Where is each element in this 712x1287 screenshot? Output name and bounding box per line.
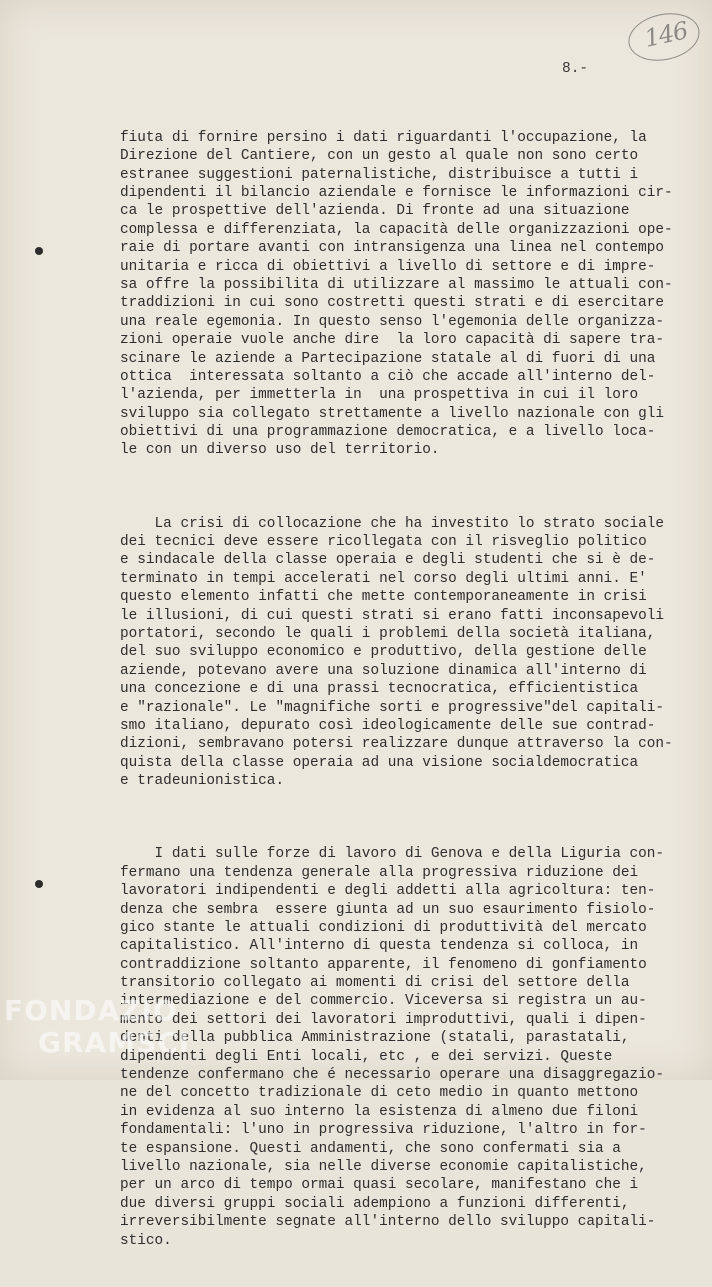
- text-line: quista della classe operaia ad una visione socialdemocratica: [120, 754, 639, 771]
- text-line: ca le prospettive dell'azienda. Di fronte ad una situazione: [120, 203, 630, 220]
- text-line: dei tecnici deve essere ricollegata con il risveglio politico: [120, 534, 647, 551]
- text-line: smo italiano, depurato così ideologicamente delle sue contrad-: [120, 717, 656, 734]
- paragraph-2: [120, 515, 690, 791]
- paragraph-3: [120, 845, 690, 1250]
- text-line: traddizioni in cui sono costretti questi strati e di esercitare: [120, 295, 665, 312]
- text-line: capitalistico. All'interno di questa tendenza si colloca, in: [120, 938, 639, 955]
- text-line: obiettivi di una programmazione democratica, e a livello loca-: [120, 424, 656, 441]
- typewritten-body: [120, 92, 690, 1287]
- paragraph-1: [120, 129, 690, 460]
- text-line: in evidenza al suo interno la esistenza di almeno due filoni: [120, 1103, 639, 1120]
- text-line: livello nazionale, sia nelle diverse economie capitalistiche,: [120, 1158, 647, 1175]
- text-line: irreversibilmente segnate all'interno dello sviluppo capitali-: [120, 1214, 656, 1231]
- archive-stamp: [624, 7, 704, 67]
- text-line: sviluppo sia collegato strettamente a livello nazionale con gli: [120, 405, 665, 422]
- text-line: raie di portare avanti con intransigenza una linea nel contempo: [120, 240, 665, 257]
- text-line: ne del concetto tradizionale di ceto medio in quanto mettono: [120, 1085, 639, 1102]
- text-line: complessa e differenziata, la capacità delle organizzazioni ope-: [120, 221, 673, 238]
- text-line: dipendenti il bilancio aziendale e fornisce le informazioni cir-: [120, 184, 673, 201]
- foundation-watermark: [4, 995, 190, 1059]
- text-line: La crisi di collocazione che ha investito lo strato sociale: [120, 515, 665, 532]
- watermark-line-2: GRAMSCI: [38, 1026, 191, 1059]
- text-line: zioni operaie vuole anche dire la loro capacità di sapere tra-: [120, 332, 665, 349]
- page-number: 8.-: [562, 61, 589, 77]
- text-line: questo elemento infatti che mette contemporaneamente in crisi: [120, 589, 647, 606]
- text-line: stico.: [120, 1232, 172, 1249]
- text-line: per un arco di tempo ormai quasi secolare, manifestano che i: [120, 1177, 639, 1194]
- text-line: dipendenti degli Enti locali, etc , e dei servizi. Queste: [120, 1048, 613, 1065]
- text-line: lavoratori indipendenti e degli addetti alla agricoltura: ten-: [120, 883, 656, 900]
- watermark-line-1: FONDAZIO: [4, 994, 178, 1027]
- text-line: fiuta di fornire persino i dati riguardanti l'occupazione, la: [120, 129, 647, 146]
- text-line: denti della pubblica Amministrazione (statali, parastatali,: [120, 1030, 630, 1047]
- text-line: I dati sulle forze di lavoro di Genova e della Liguria con-: [120, 846, 665, 863]
- text-line: e tradeunionistica.: [120, 773, 285, 790]
- text-line: te espansione. Questi andamenti, che sono confermati sia a: [120, 1140, 621, 1157]
- text-line: le illusioni, di cui questi strati si erano fatti inconsapevoli: [120, 607, 665, 624]
- archive-stamp-number: 146: [642, 16, 690, 53]
- punch-hole-mark: [35, 247, 43, 255]
- text-line: del suo sviluppo economico e produttivo, della gestione delle: [120, 644, 647, 661]
- text-line: Direzione del Cantiere, con un gesto al quale non sono certo: [120, 148, 639, 165]
- text-line: gico stante le attuali condizioni di produttività del mercato: [120, 919, 647, 936]
- text-line: una concezione e di una prassi tecnocratica, efficientistica: [120, 681, 639, 698]
- text-line: terminato in tempi accelerati nel corso degli ultimi anni. E': [120, 570, 647, 587]
- text-line: scinare le aziende a Partecipazione statale al di fuori di una: [120, 350, 656, 367]
- punch-hole-mark: [35, 880, 43, 888]
- text-line: mento dei settori dei lavoratori improduttivi, quali i dipen-: [120, 1011, 647, 1028]
- text-line: l'azienda, per immetterla in una prospettiva in cui il loro: [120, 387, 639, 404]
- text-line: portatori, secondo le quali i problemi della società italiana,: [120, 626, 656, 642]
- text-line: le con un diverso uso del territorio.: [120, 442, 440, 459]
- text-line: e "razionale". Le "magnifiche sorti e progressive"del capitali-: [120, 699, 665, 716]
- text-line: intermediazione e del commercio. Viceversa si registra un au-: [120, 993, 647, 1010]
- text-line: dizioni, sembravano potersi realizzare dunque attraverso la con-: [120, 736, 673, 753]
- text-line: sa offre la possibilita di utilizzare al massimo le attuali con-: [120, 276, 673, 293]
- text-line: unitaria e ricca di obiettivi a livello di settore e di impre-: [120, 258, 656, 275]
- text-line: estranee suggestioni paternalistiche, distribuisce a tutti i: [120, 166, 639, 183]
- text-line: e sindacale della classe operaia e degli studenti che si è de-: [120, 552, 656, 569]
- text-line: contraddizione soltanto apparente, il fenomeno di gonfiamento: [120, 956, 647, 973]
- text-line: una reale egemonia. In questo senso l'egemonia delle organizza-: [120, 313, 665, 330]
- text-line: due diversi gruppi sociali adempiono a funzioni differenti,: [120, 1195, 630, 1212]
- text-line: fermano una tendenza generale alla progressiva riduzione dei: [120, 864, 639, 881]
- text-line: transitorio collegato ai momenti di crisi del settore della: [120, 975, 630, 992]
- text-line: tendenze confermano che é necessario operare una disaggregazio-: [120, 1067, 665, 1084]
- text-line: ottica interessata soltanto a ciò che accade all'interno del-: [120, 368, 656, 385]
- text-line: fondamentali: l'uno in progressiva riduzione, l'altro in for-: [120, 1122, 647, 1139]
- text-line: aziende, potevano avere una soluzione dinamica all'interno di: [120, 662, 647, 679]
- text-line: denza che sembra essere giunta ad un suo esaurimento fisiolo-: [120, 901, 656, 918]
